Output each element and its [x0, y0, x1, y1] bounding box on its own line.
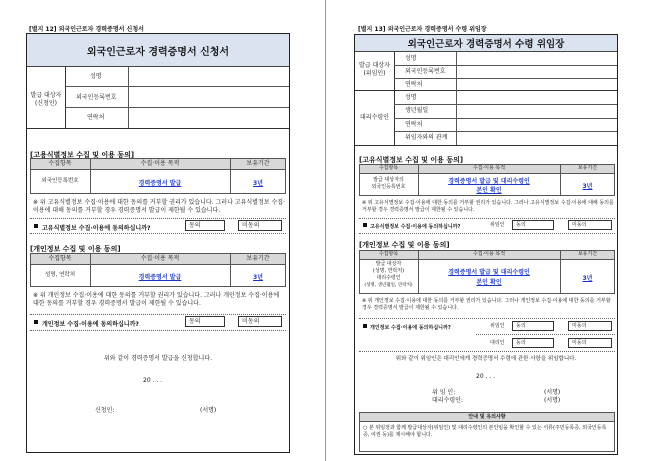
left-q2-disagree-box[interactable] [238, 316, 282, 327]
right-statement: 위와 같이 위임인은 대리인에게 경력증명서 수령에 관한 사항을 위임합니다. [395, 356, 577, 362]
right-sec1-title: [고유식별정보 수집 및 이용 동의] [359, 156, 464, 164]
right-q2-proxy-disagree-box[interactable] [568, 338, 612, 348]
right-proxy-relation: 위임자와의 관계 [405, 134, 448, 141]
right-page [326, 0, 651, 461]
left-sec2-h1: 수집항목 [48, 255, 72, 262]
right-proxy-label: 대리수령인 [360, 114, 389, 121]
right-title: 외국인근로자 경력증명서 수령 위임장 [355, 35, 617, 52]
left-q2-bullet [34, 320, 38, 324]
right-input-proxy-contact[interactable] [458, 119, 616, 130]
right-q2: 개인정보 수집·이용에 동의하십니까? [370, 325, 451, 331]
right-q2-grantor-disagree: 미동의 [572, 323, 587, 329]
left-sec2-item: 성명, 연락처 [44, 272, 76, 278]
right-signer1-sign: (서명) [544, 389, 561, 396]
right-input-proxy-birth[interactable] [458, 105, 616, 117]
right-input-grantor-name[interactable] [458, 53, 616, 64]
right-input-proxy-name[interactable] [458, 91, 616, 103]
right-q1-bullet [363, 223, 367, 227]
left-sec1-h2: 수집·이용 목적 [140, 160, 180, 167]
right-sec1-h2: 수집·이용 목적 [472, 165, 506, 171]
right-signer2-sign: (서명) [544, 397, 561, 404]
right-grantor-contact: 연락처 [405, 81, 423, 88]
right-form-label: [별지 13] 외국인근로자 경력증명서 수령 위임장 [358, 26, 487, 33]
right-sec2-purpose-2: 본인 확인 [476, 279, 502, 286]
right-q2-proxy-agree-box[interactable] [512, 338, 554, 348]
left-field-contact: 연락처 [87, 114, 105, 121]
left-sec2-h2: 수집·이용 목적 [140, 255, 180, 262]
right-grantor-sub: (위임인) [363, 70, 386, 77]
right-sec2-h1: 수집항목 [378, 251, 399, 257]
left-q1-agree-box[interactable] [185, 220, 225, 231]
left-sec1-purpose: 경력증명서 발급 [138, 180, 182, 187]
right-proxy-birth: 생년월일 [405, 107, 429, 114]
left-sec1-h1: 수집항목 [48, 160, 72, 167]
right-guide-title: 안내 및 유의사항 [468, 413, 506, 420]
left-notice2: ※ 위 개인정보 수집·이용에 대한 동의를 거부할 권리가 있습니다. 그러나 개인정보 수집·이용에 대한 동의를 거부할 경우 경력증명서 발급이 제한될 수 있습니다. [33, 292, 280, 307]
left-sec1-title: [고용식별정보 수집 및 이용 동의] [30, 151, 135, 159]
left-q2-disagree: 미동의 [242, 318, 260, 325]
right-notice1: ※ 위 고유식별정보 수집·이용에 대한 동의를 거부할 권리가 있습니다. 그러나 고유식별정보 수집·이용에 대해 동의를 거부할 경우 경력증명서 발급이 제한될 수 있습니다. [362, 200, 614, 213]
left-q1-bullet [34, 224, 38, 228]
right-date: 20 . . . [476, 373, 496, 380]
right-notice2: ※ 위 개인정보 수집·이용에 대한 동의를 거부할 권리가 있습니다. 그러나 개인정보 수집·이용에 대한 동의를 거부할 경우 경력증명서 발급이 제한될 수 있습니다. [362, 298, 611, 311]
left-sec2-h3: 보유기간 [246, 255, 270, 262]
left-sec1-period: 3년 [253, 180, 263, 187]
left-q2-agree-box[interactable] [185, 316, 225, 327]
right-q2-proxy-agree: 동의 [516, 340, 526, 346]
right-grantor-name: 성명 [405, 55, 417, 62]
left-title: 외국인근로자 경력증명서 신청서 [27, 34, 289, 67]
right-grantor-reg: 외국인등록번호 [405, 68, 446, 75]
right-q2-grantor-agree-box[interactable] [512, 321, 554, 331]
right-input-grantor-reg[interactable] [458, 66, 616, 77]
right-sec1-purpose-1: 경력증명서 발급 및 대리수령인 [448, 178, 530, 185]
right-q2-role-grantor: 위임인 [490, 323, 505, 329]
left-input-contact[interactable] [130, 109, 288, 127]
right-q1: 고유식별정보 수집·이용에 동의하십니까? [370, 224, 461, 230]
right-proxy-name: 성명 [405, 94, 417, 101]
right-q2-grantor-disagree-box[interactable] [568, 321, 612, 331]
left-q1-disagree-box[interactable] [238, 220, 282, 231]
left-sec1-h3: 보유기간 [246, 160, 270, 167]
right-sec2-item-4: (성명, 생년월일, 연락처) [364, 283, 413, 288]
right-sec1-purpose-2: 본인 확인 [476, 187, 502, 194]
right-input-proxy-relation[interactable] [458, 132, 616, 144]
left-q1-disagree: 미동의 [242, 222, 260, 229]
right-sec2-h2: 수집·이용 목적 [472, 251, 506, 257]
left-notice1: ※ 위 고유식별정보 수집·이용에 대한 동의를 거부할 권리가 있습니다. 그러나 고유식별정보 수집·이용에 대해 동의를 거부할 경우 경력증명서 발급이 제한될 수 있습니다. [33, 199, 285, 214]
right-q2-grantor-agree: 동의 [516, 323, 526, 329]
right-sec2-item-3: 대리수령인 [376, 275, 401, 281]
right-grantor-label: 발급 대상자 [359, 62, 390, 69]
left-q2: 개인정보 수집·이용에 동의하십니까? [42, 321, 139, 328]
right-sec2-title: [개인정보 수집 및 이용 동의] [359, 241, 450, 249]
right-sec1-item-2: 외국인등록번호 [371, 184, 406, 190]
left-q2-agree: 동의 [189, 318, 201, 325]
right-sec1-period: 3년 [582, 183, 593, 190]
left-input-reg[interactable] [130, 88, 288, 106]
left-sec2-title: [개인정보 수집 및 이용 동의] [30, 245, 121, 253]
left-applicant-label: 발급 대상자 [30, 92, 62, 99]
right-guide-text: ○ 본 위임장과 함께 발급대상자(위임인) 및 대리수령인의 본인임을 확인할 수 있는 서류(주민등록증, 외국인등록증, 여권 등)를 제시해야 합니다. [363, 425, 607, 438]
right-sec1-h1: 수집항목 [378, 165, 399, 171]
right-q1-disagree: 미동의 [572, 222, 587, 228]
left-field-name: 성명 [90, 73, 102, 80]
left-sec2-purpose: 경력증명서 발급 [138, 274, 182, 281]
left-form-label: [별지 12] 외국인근로자 경력증명서 신청서 [29, 26, 144, 33]
right-sec2-purpose-1: 경력증명서 발급 및 대리수령인 [448, 269, 530, 276]
right-sec2-item-1: 발급 대상자 [375, 261, 402, 267]
right-sec2-h3: 보유기간 [577, 251, 598, 257]
left-field-reg: 외국인등록번호 [76, 94, 117, 101]
right-signer2: 대리수령인: [432, 397, 464, 404]
right-q2-role-proxy: 대리인 [490, 340, 505, 346]
left-sec2-period: 3년 [253, 274, 263, 281]
left-signer: 신청인: [95, 407, 115, 414]
right-proxy-contact: 연락처 [405, 121, 423, 128]
left-q1-agree: 동의 [189, 222, 201, 229]
left-page [0, 0, 325, 461]
right-q1-agree: 동의 [516, 222, 526, 228]
left-date: 20 . . . [143, 377, 163, 384]
left-applicant-sub: (신청인) [34, 100, 58, 107]
right-sec2-period: 3년 [582, 275, 593, 282]
right-sec2-item-2: (성명, 연락처) [372, 268, 405, 274]
left-q1: 고유식별정보 수집·이용에 동의하십니까? [42, 225, 151, 232]
left-statement: 위와 같이 경력증명서 발급을 신청합니다. [103, 355, 213, 362]
right-q1-agree-box[interactable] [512, 220, 554, 230]
left-sec1-item: 외국인등록번호 [41, 178, 79, 184]
right-q2-bullet [363, 324, 367, 328]
right-q1-disagree-box[interactable] [568, 220, 612, 230]
right-input-grantor-contact[interactable] [458, 79, 616, 90]
right-sec1-item-1: 발급 대상자의 [373, 177, 404, 183]
left-sign: (서명) [200, 407, 217, 414]
right-q1-role: 위임인 [490, 222, 505, 228]
right-signer1: 위 임 인: [432, 389, 456, 396]
left-input-name[interactable] [130, 68, 288, 85]
right-q2-proxy-disagree: 미동의 [572, 340, 587, 346]
right-sec1-h3: 보유기간 [577, 165, 598, 171]
